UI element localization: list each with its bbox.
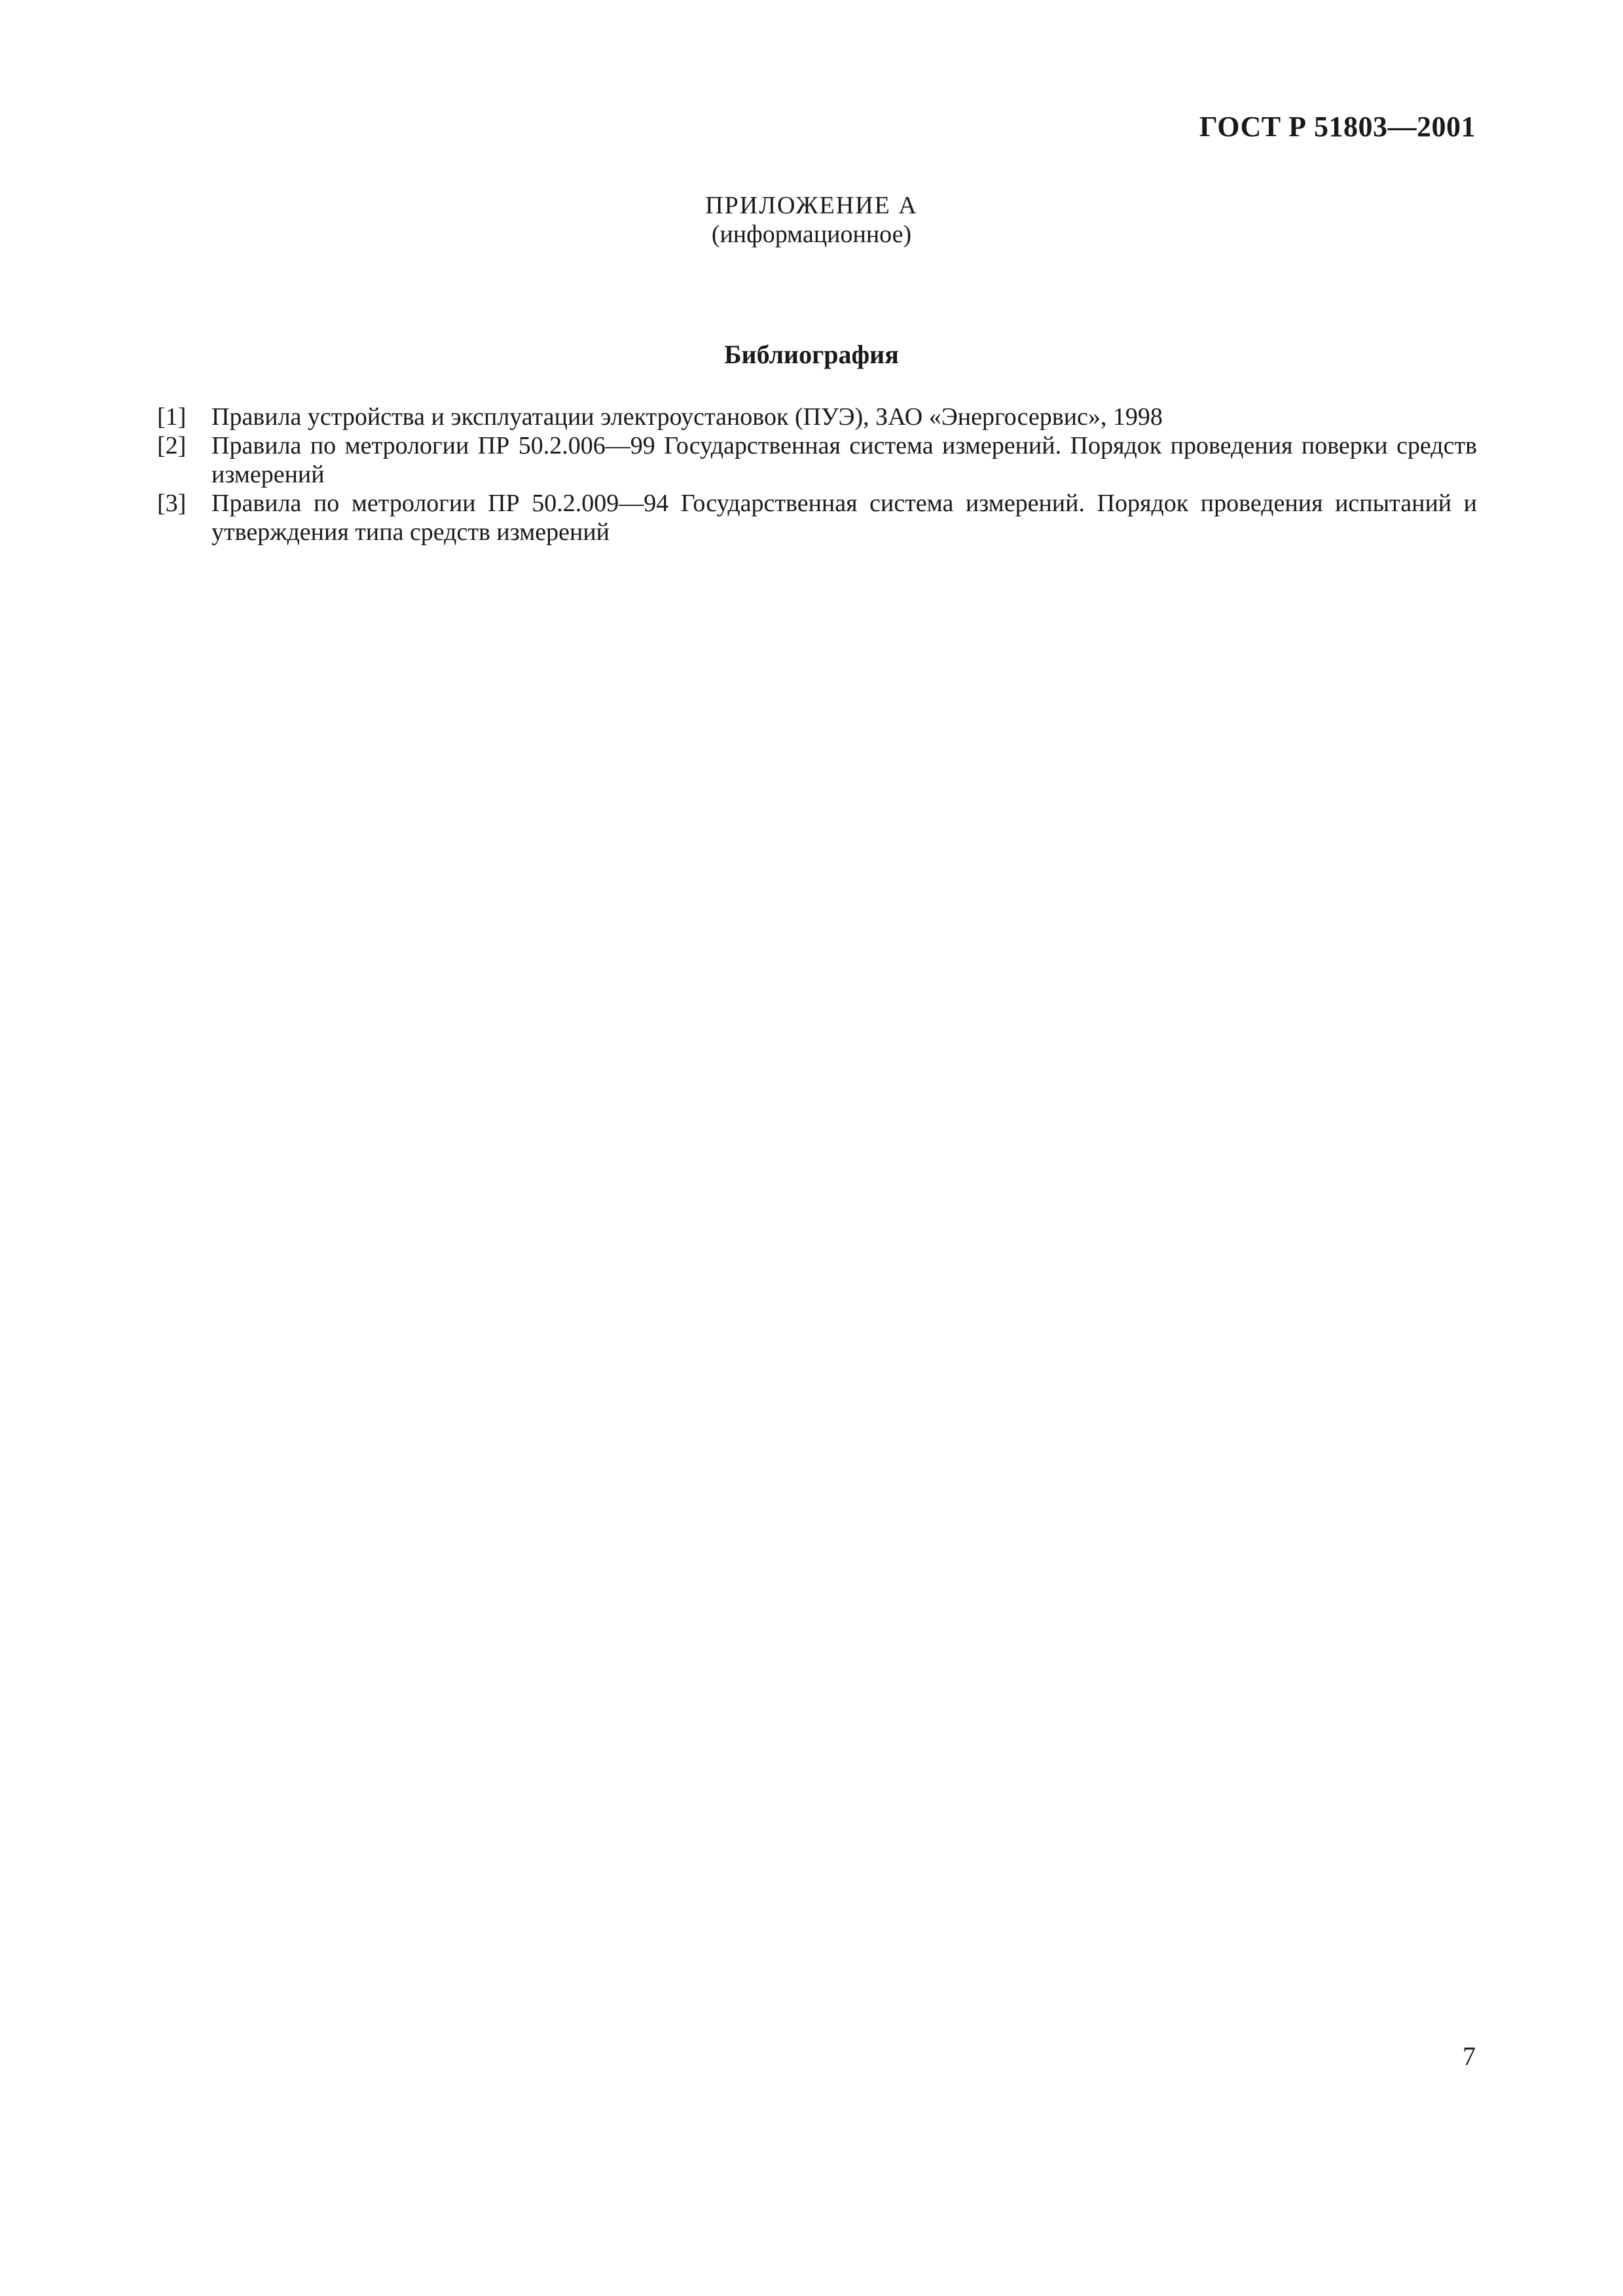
bibliography-item-text: Правила устройства и эксплуатации электроустановок (ПУЭ), ЗАО «Энергосервис», 1998 (211, 403, 1163, 431)
bibliography-item-text: Правила по метрологии ПР 50.2.006—99 Государственная система измерений. Порядок проведения поверки средств измерений (211, 432, 1477, 488)
page-number: 7 (1463, 2041, 1476, 2071)
bibliography-list (157, 403, 1477, 547)
appendix-block (0, 191, 1623, 249)
appendix-title: ПРИЛОЖЕНИЕ А (705, 192, 918, 219)
appendix-subtitle: (информационное) (711, 221, 912, 248)
bibliography-item (157, 489, 1477, 547)
bibliography-item (157, 403, 1477, 431)
bibliography-heading: Библиография (724, 340, 899, 369)
bibliography-item (157, 431, 1477, 489)
bibliography-item-number: [2] (157, 432, 187, 459)
bibliography-item-text: Правила по метрологии ПР 50.2.009—94 Государственная система измерений. Порядок проведения испытаний и утверждения типа средств измерений (211, 490, 1477, 546)
document-code: ГОСТ Р 51803—2001 (1199, 111, 1476, 143)
bibliography-item-number: [3] (157, 490, 187, 517)
bibliography-item-number: [1] (157, 403, 187, 431)
